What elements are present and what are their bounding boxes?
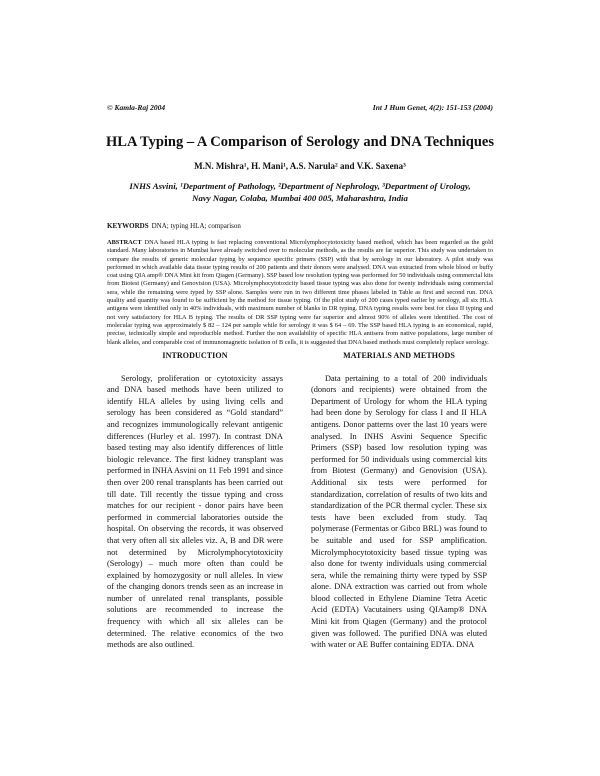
journal-citation: Int J Hum Genet, 4(2): 151-153 (2004) xyxy=(372,103,493,112)
affiliation xyxy=(100,180,500,204)
introduction-heading: INTRODUCTION xyxy=(162,351,228,360)
copyright-header: © Kamla-Raj 2004 xyxy=(107,103,166,112)
keywords-text: DNA; typing HLA; comparison xyxy=(151,222,241,230)
affiliation-line-2: Navy Nagar, Colaba, Mumbai 400 005, Maharashtra, India xyxy=(192,193,408,203)
abstract-text: DNA based HLA typing is fast replacing conventional Microlymphocytotoxicity based method, which has been regarded as the gold standard. Many laboratories in Mumbai have already switched over to molecular methods, as the results are far superior. This study was undertaken to compare the results of generic molecular typing by sequence specific primers (SSP) with that by serology in our laboratory. A pilot study was performed in which available data tissue typing results of 200 patients and their donors were analysed. DNA was extracted from whole blood or buffy coat using QIA amp® DNA Mini kit from Qiagen (Germany). SSP based low resolution typing was performed for 50 individuals using commercial kits from Biotest (Germany) and Genovision (USA). Microlymphocytotoxicity based tissue typing was also done for twenty individuals using commercial sera, while the remaining were typed by SSP alone. Samples were run in two different time phases labeled in Table as first and second run. DNA quality and quantity was found to be sufficient by the method for tissue typing. Of the pilot study of 200 cases typed earlier by serology, all six HLA antigens were identified only in 40% individuals, with maximum number of blanks in DR typing. DNA typing results were best for class II typing and not very satisfactory for HLA B typing. The results of DR SSP typing were far superior and almost 90% of alleles were identified. The cost of molecular typing was approximately $ 82 – 124 per sample while for serology it was $ 64 – 69. The SSP based HLA typing is an economical, rapid, precise, technically simple and reproducible method. Further the non availability of specific HLA antisera from native populations, large number of blank alleles, and comparable cost of immunomagnetic isolation of B cells, it is suggested that DNA based methods must completely replace serology. xyxy=(107,239,493,346)
keywords-label: KEYWORDS xyxy=(107,222,149,230)
abstract-label: ABSTRACT xyxy=(107,239,142,246)
materials-heading: MATERIALS AND METHODS xyxy=(343,351,455,360)
materials-text: Data pertaining to a total of 200 individuals (donors and recipients) were obtained from the Department of Urology for whom the HLA typing had been done by Serology for class I and II HLA antigens. Donor patterns over the last 10 years were analysed. In INHS Asvini Sequence Specific Primers (SSP) based low resolution typing was performed for 50 individuals using commercial kits from Biotest (Germany) and Genovision (USA). Additional six tests were performed for standardization, correlation of results of two kits and standardization of the PCR thermal cycler. These six tests have been excluded from study. Taq polymerase (Fermentas or Gibco BRL) was found to be suitable and used for SSP amplification. Microlymphocytotoxicity based tissue typing was also done for twenty individuals using commercial sera, while the remaining thirty were typed by SSP alone. DNA extraction was carried out from whole blood collected in Ethylene Diamine Tetra Acetic Acid (EDTA) Vacutainers using QIAamp® DNA Mini kit from Qiagen (Germany) and the protocol given was followed. The purified DNA was eluted with water or AE Buffer containing EDTA. DNA xyxy=(311,373,487,650)
affiliation-line-1: INHS Asvini, ¹Department of Pathology, ²Department of Nephrology, ³Department of Urology, xyxy=(129,181,471,191)
keywords xyxy=(107,222,241,230)
abstract xyxy=(107,239,493,347)
introduction-text: Serology, proliferation or cytotoxicity assays and DNA based methods have been utilized to identify HLA alleles by using living cells and serology has been considered as “Gold standard” and recognizes immunologically relevant antigenic differences (Hurley et al. 1997). In contrast DNA based testing may also identify differences of little biologic relevance. The first kidney transplant was performed in INHA Asvini on 11 Feb 1991 and since then over 200 renal transplants has been carried out till date. Till recently the tissue typing and cross matches for our recipient - donor pairs have been performed in commercial laboratories outside the hospital. On observing the records, it was observed that very often all six alleles viz. A, B and DR were not determined by Microlymphocytotoxicity (Serology) – much more often than could be explained by homozygosity or null alleles. In view of the changing donors trends seen as an increase in number of unrelated renal transplants, possible solutions are recommended to increase the frequency with which all six alleles can be determined. The relative economics of the two methods are also outlined. xyxy=(107,373,283,650)
paper-title: HLA Typing – A Comparison of Serology and DNA Techniques xyxy=(106,134,494,150)
introduction-column xyxy=(107,350,283,651)
materials-column xyxy=(311,350,487,651)
authors: M.N. Mishra¹, H. Mani¹, A.S. Narula² and V.K. Saxena³ xyxy=(194,161,406,171)
